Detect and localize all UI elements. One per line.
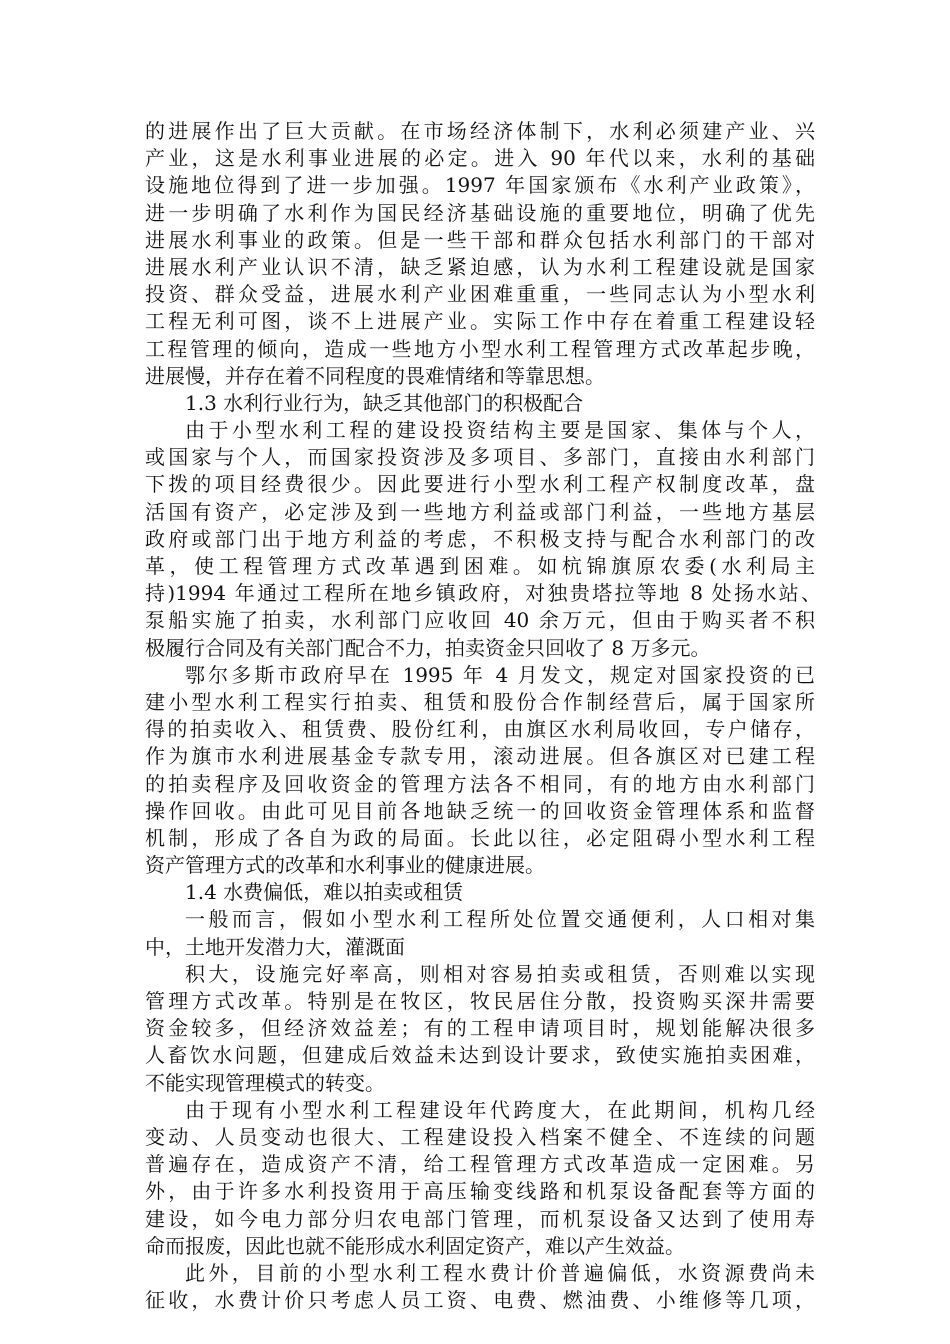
text-line: 中，土地开发潜力大，灌溉面 [145, 934, 405, 959]
text-line: 由于小型水利工程的建设投资结构主要是国家、集体与个人， [185, 418, 815, 443]
text-line: 的进展作出了巨大贡献。在市场经济体制下，水利必须建产业、兴 [145, 119, 815, 143]
text-line: 征收，水费计价只考虑人员工资、电费、燃油费、小维修等几项， [145, 1288, 815, 1313]
text-line: 人畜饮水问题，但建成后效益未达到设计要求，致使实施拍卖困难， [145, 1043, 815, 1068]
text-line: 进展水利事业的政策。但是一些干部和群众包括水利部门的干部对 [145, 227, 815, 252]
text-line: 政府或部门出于地方利益的考虑，不积极支持与配合水利部门的改 [145, 526, 815, 551]
text-line: 活国有资产，必定涉及到一些地方利益或部门利益，一些地方基层 [145, 499, 815, 524]
text-line: 建设，如今电力部分归农电部门管理，而机泵设备又达到了使用寿 [145, 1206, 815, 1231]
text-line: 一般而言，假如小型水利工程所处位置交通便利，人口相对集 [185, 907, 815, 932]
text-line: 得的拍卖收入、租赁费、股份红利，由旗区水利局收回，专户储存， [145, 717, 815, 742]
text-line: 不能实现管理模式的转变。 [145, 1070, 385, 1095]
text-line: 命而报废，因此也就不能形成水利固定资产，难以产生效益。 [145, 1233, 685, 1258]
text-line: 工程无利可图，谈不上进展产业。实际工作中存在着重工程建设轻 [145, 309, 815, 334]
section-heading: 1.4 水费偏低，难以拍卖或租赁 [185, 880, 464, 905]
text-line: 普遍存在，造成资产不清，给工程管理方式改革造成一定困难。另 [145, 1152, 815, 1177]
text-line: 操作回收。由此可见目前各地缺乏统一的回收资金管理体系和监督 [145, 798, 815, 823]
text-line: 泵船实施了拍卖，水利部门应收回 40 余万元，但由于购买者不积 [145, 608, 815, 633]
text-line: 极履行合同及有关部门配合不力，拍卖资金只回收了 8 万多元。 [145, 635, 711, 660]
text-line: 外，由于许多水利投资用于高压输变线路和机泵设备配套等方面的 [145, 1179, 815, 1204]
body-text [145, 118, 821, 1314]
text-line: 设施地位得到了进一步加强。1997 年国家颁布《水利产业政策》， [145, 173, 815, 198]
text-line: 下拨的项目经费很少。因此要进行小型水利工程产权制度改革，盘 [145, 472, 815, 497]
text-line: 投资、群众受益，进展水利产业困难重重，一些同志认为小型水利 [145, 282, 815, 307]
section-heading: 1.3 水利行业行为，缺乏其他部门的积极配合 [185, 390, 584, 415]
text-line: 资金较多，但经济效益差；有的工程申请项目时，规划能解决很多 [145, 1016, 815, 1041]
text-line: 作为旗市水利进展基金专款专用，滚动进展。但各旗区对已建工程 [145, 744, 815, 769]
text-line: 工程管理的倾向，造成一些地方小型水利工程管理方式改革起步晚， [145, 336, 815, 361]
text-line: 持)1994 年通过工程所在地乡镇政府，对独贵塔拉等地 8 处扬水站、 [145, 581, 821, 606]
text-line: 产业，这是水利事业进展的必定。进入 90 年代以来，水利的基础 [145, 146, 815, 171]
text-line: 或国家与个人，而国家投资涉及多项目、多部门，直接由水利部门 [145, 445, 815, 470]
text-line: 的拍卖程序及回收资金的管理方法各不相同，有的地方由水利部门 [145, 771, 815, 796]
text-line: 此外，目前的小型水利工程水费计价普遍偏低，水资源费尚未 [185, 1260, 815, 1285]
text-line: 进展慢，并存在着不同程度的畏难情绪和等靠思想。 [145, 363, 605, 388]
text-line: 鄂尔多斯市政府早在 1995 年 4 月发文，规定对国家投资的已 [185, 662, 815, 687]
text-line: 由于现有小型水利工程建设年代跨度大，在此期间，机构几经 [185, 1097, 815, 1122]
text-line: 进展水利产业认识不清，缺乏紧迫感，认为水利工程建设就是国家 [145, 254, 815, 279]
text-line: 进一步明确了水利作为国民经济基础设施的重要地位，明确了优先 [145, 200, 815, 225]
text-line: 机制，形成了各自为政的局面。长此以往，必定阻碍小型水利工程 [145, 825, 815, 850]
text-line: 变动、人员变动也很大、工程建设投入档案不健全、不连续的问题 [145, 1124, 815, 1149]
text-line: 积大，设施完好率高，则相对容易拍卖或租赁，否则难以实现 [185, 961, 815, 986]
text-line: 建小型水利工程实行拍卖、租赁和股份合作制经营后，属于国家所 [145, 689, 815, 714]
text-line: 革，使工程管理方式改革遇到困难。如杭锦旗原农委(水利局主 [145, 554, 815, 578]
text-line: 管理方式改革。特别是在牧区，牧民居住分散，投资购买深井需要 [145, 989, 815, 1013]
text-line: 资产管理方式的改革和水利事业的健康进展。 [145, 853, 545, 878]
